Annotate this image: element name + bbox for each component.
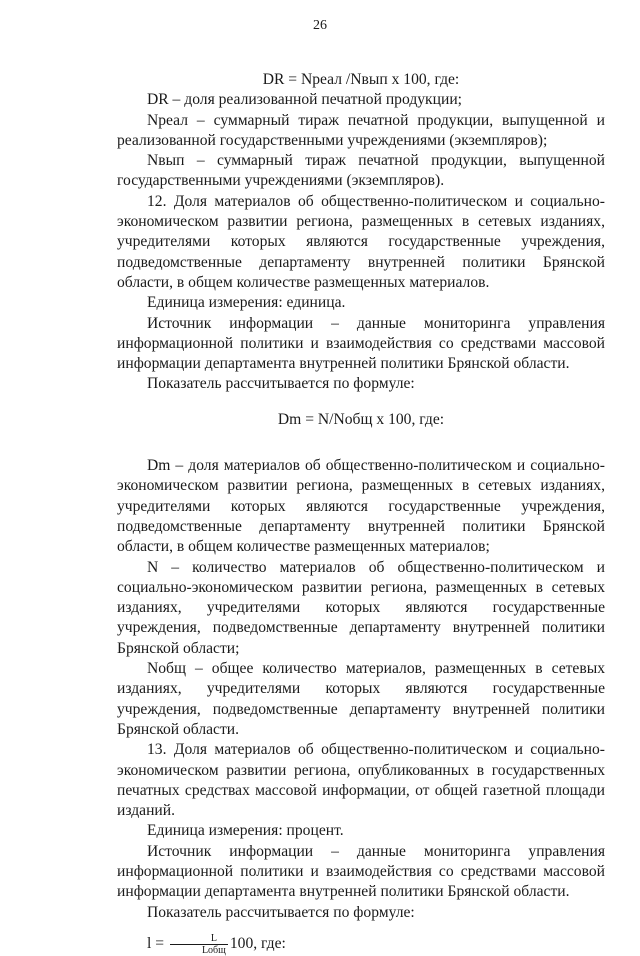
formula-l-fraction [170,933,228,956]
item-13-title: 13. Доля материалов об общественно-политическом и социально-экономическом развитии региона, опубликованных в государственных печатных средствах массовой информации, от общей газетной площади изданий. [117,741,605,820]
document-body [117,70,605,956]
formula-l [117,933,605,956]
formula-l-denominator: Lобщ [170,944,228,956]
nreal-definition: Nреал – суммарный тираж печатной продукции, выпущенной и реализованной государственными учреждениями (экземпляров); [117,111,605,149]
n-definition: N – количество материалов об общественно-политическом и социально-экономическом развитии региона, размещенных в сетевых изданиях, учредителями которых являются государственные учреждения, подведомственные департаменту внутренней политики Брянской области; [117,558,605,657]
page-number: 26 [313,18,327,33]
item-13-calc-intro: Показатель рассчитывается по формуле: [147,903,415,921]
formula-l-rhs: 100, где: [229,934,286,952]
item-12-title: 12. Доля материалов об общественно-политическом и социально-экономическом развитии региона, размещенных в сетевых изданиях, учредителями которых являются государственные учреждения, подведомственные департаменту внутренней политики Брянской области, в общем количестве размещенных материалов. [117,192,605,291]
item-12-source: Источник информации – данные мониторинга управления информационной политики и взаимодействия со средствами массовой информации департамента внутренней политики Брянской области. [117,314,605,373]
nobsh-definition: Nобщ – общее количество материалов, размещенных в сетевых изданиях, учредителями которых являются государственные учреждения, подведомственные департаменту внутренней политики Брянской области. [117,660,605,738]
formula-l-numerator: L [210,932,217,944]
nvyp-definition: Nвып – суммарный тираж печатной продукции, выпущенной государственными учреждениями (экземпляров). [117,152,605,190]
item-12-calc-intro: Показатель рассчитывается по формуле: [147,375,415,393]
formula-dr: DR = Nреал /Nвып х 100, где: [262,71,460,88]
item-12-unit: Единица измерения: единица. [147,294,346,312]
formula-l-lhs: l = [147,934,165,952]
item-13-unit: Единица измерения: процент. [147,822,344,840]
dm-definition: Dm – доля материалов об общественно-политическом и социально-экономическом развитии региона, размещенных в сетевых изданиях, учредителями которых являются государственные учреждения, подведомственные департаменту внутренней политики Брянской области, в общем количестве размещенных материалов; [117,457,605,556]
formula-dm: Dm = N/Nобщ х 100, где: [277,410,445,428]
dr-definition: DR – доля реализованной печатной продукции; [147,91,463,109]
item-13-source: Источник информации – данные мониторинга управления информационной политики и взаимодействия со средствами массовой информации департамента внутренней политики Брянской области. [117,842,605,901]
